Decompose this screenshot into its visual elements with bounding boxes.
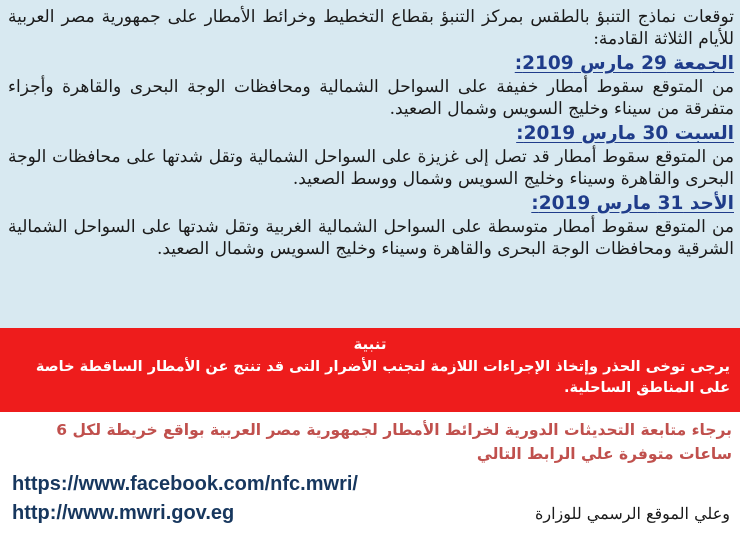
website-link[interactable]: http://www.mwri.gov.eg bbox=[12, 502, 235, 524]
warning-box bbox=[0, 328, 740, 412]
day-heading-friday: الجمعة 29 مارس 2109: bbox=[514, 53, 734, 74]
warning-title: تنبية bbox=[353, 335, 387, 353]
follow-updates-text: برجاء متابعة التحديثات الدورية لخرائط الأمطار لجمهورية مصر العربية بواقع خريطة لكل 6 ساعات متوفرة علي الرابط التالي bbox=[56, 421, 732, 463]
day-heading-saturday: السبت 30 مارس 2019: bbox=[516, 123, 734, 144]
day-heading-sunday: الأحد 31 مارس 2019: bbox=[531, 193, 734, 214]
warning-text: يرجى توخى الحذر وإتخاذ الإجراءات اللازمة لتجنب الأضرار التى قد تنتج عن الأمطار الساقطة خاصة على المناطق الساحلية. bbox=[35, 359, 730, 396]
forecast-intro: توقعات نماذج التنبؤ بالطقس بمركز التنبؤ بقطاع التخطيط وخرائط الأمطار على جمهورية مصر العربية للأيام الثلاثة القادمة: bbox=[8, 7, 734, 49]
day-text-sunday: من المتوقع سقوط أمطار متوسطة على السواحل الشمالية الغربية وتقل شدتها على السواحل الشمالية الشرقية ومحافظات الوجة البحرى والقاهرة وسيناء وخليج السويس وشمال الصعيد. bbox=[8, 217, 734, 259]
day-text-friday: من المتوقع سقوط أمطار خفيفة على السواحل الشمالية ومحافظات الوجة البحرى والقاهرة وأجزاء متفرقة من سيناء وخليج السويس وشمال الصعيد. bbox=[8, 77, 734, 119]
day-text-saturday: من المتوقع سقوط أمطار قد تصل إلى غزيزة على السواحل الشمالية وتقل شدتها على محافظات الوجة البحرى والقاهرة وسيناء وخليج السويس وشمال ووسط الصعيد. bbox=[8, 147, 734, 189]
facebook-link[interactable]: https://www.facebook.com/nfc.mwri/ bbox=[12, 473, 358, 495]
website-caption: وعلي الموقع الرسمي للوزارة bbox=[534, 504, 730, 523]
